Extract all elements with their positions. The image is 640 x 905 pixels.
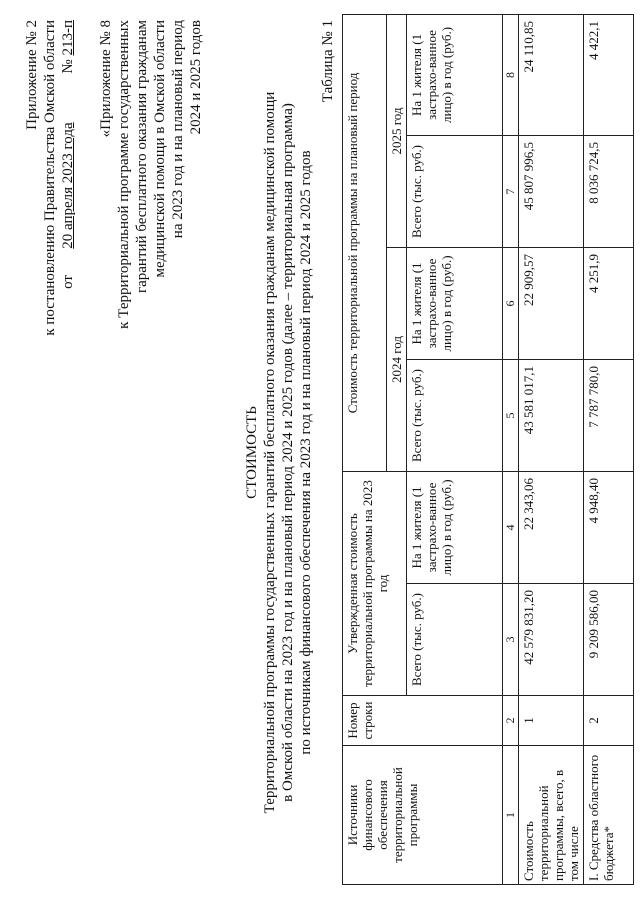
row-source-name: I. Средства областного бюджета* <box>584 746 634 885</box>
header-total-2023: Всего (тыс. руб.) <box>407 584 503 696</box>
header-per-capita-2025: На 1 жителя (1 застрахо-ванное лицо) в год (руб.) <box>407 14 503 135</box>
header-per-capita-2024: На 1 жителя (1 застрахо-ванное лицо) в год (руб.) <box>407 247 503 359</box>
sub-header-line: «Приложение № 8 <box>98 20 114 138</box>
header-approved-cost: Утвержденная стоимость территориальной программы на 2023 год <box>343 471 407 695</box>
table-row <box>584 14 634 884</box>
header-total-2025: Всего (тыс. руб.) <box>407 135 503 247</box>
cell-2023-per-capita: 4 948,40 <box>584 471 634 583</box>
column-index: 4 <box>503 471 519 583</box>
cell-2024-per-capita: 22 909,57 <box>519 247 584 359</box>
cell-2025-total: 8 036 724,5 <box>584 135 634 247</box>
row-number: 1 <box>519 696 584 746</box>
column-index: 2 <box>503 696 519 746</box>
sub-header-line: к Территориальной программе государственных <box>116 20 132 329</box>
row-source-name: Стоимость территориальной программы, всего, в том числе <box>519 746 584 885</box>
table-row <box>519 14 584 884</box>
cell-2023-total: 9 209 586,00 <box>584 584 634 696</box>
cell-2024-total: 43 581 017,1 <box>519 359 584 471</box>
number-prefix: № <box>60 59 76 74</box>
appendix-number: Приложение № 2 <box>24 20 40 130</box>
header-planned-cost: Стоимость территориальной программы на плановый период <box>343 14 387 471</box>
header-total-2024: Всего (тыс. руб.) <box>407 359 503 471</box>
cell-2023-total: 42 579 831,20 <box>519 584 584 696</box>
table-label: Таблица № 1 <box>320 20 336 103</box>
header-year-2025: 2025 год <box>387 14 407 247</box>
header-per-capita-2023: На 1 жителя (1 застрахо-ванное лицо) в год (руб.) <box>407 471 503 583</box>
column-index: 8 <box>503 14 519 135</box>
column-index: 5 <box>503 359 519 471</box>
document-subtitle-line: Территориальной программы государственных гарантий бесплатного оказания гражданам медицинской помощи <box>262 91 278 814</box>
table-header-row <box>343 14 387 884</box>
cost-table <box>342 14 634 885</box>
document-subtitle-line: в Омской области на 2023 год и на плановый период 2024 и 2025 годов (далее – территориальная программа) <box>280 103 296 802</box>
header-year-2024: 2024 год <box>387 247 407 471</box>
cell-2023-per-capita: 22 343,06 <box>519 471 584 583</box>
header-row-number: Номер строки <box>343 696 503 746</box>
decree-date: 20 апреля 2023 года <box>60 122 76 249</box>
document-title: СТОИМОСТЬ <box>244 406 260 499</box>
header-source: Источники финансового обеспечения территориальной программы <box>343 746 503 885</box>
row-number: 2 <box>584 696 634 746</box>
column-index: 6 <box>503 247 519 359</box>
date-prefix: от <box>60 275 76 289</box>
sub-header-line: медицинской помощи в Омской области <box>152 20 168 278</box>
column-index: 7 <box>503 135 519 247</box>
decree-date-line <box>60 20 77 289</box>
cell-2025-per-capita: 4 422,1 <box>584 14 634 135</box>
column-index: 3 <box>503 584 519 696</box>
sub-header-line: 2024 и 2025 годов <box>188 20 204 135</box>
decree-number: 213-п <box>60 20 76 56</box>
cell-2025-per-capita: 24 110,85 <box>519 14 584 135</box>
sub-header-line: гарантий бесплатного оказания гражданам <box>134 20 150 294</box>
sub-header-line: на 2023 год и на плановый период <box>170 20 186 239</box>
document-subtitle-line: по источникам финансового обеспечения на 2023 год и на плановый период 2024 и 2025 годов <box>298 150 314 755</box>
table-index-row <box>503 14 519 884</box>
column-index: 1 <box>503 746 519 885</box>
cell-2024-per-capita: 4 251,9 <box>584 247 634 359</box>
decree-reference: к постановлению Правительства Омской области <box>42 20 58 336</box>
cell-2025-total: 45 807 996,5 <box>519 135 584 247</box>
cell-2024-total: 7 787 780,0 <box>584 359 634 471</box>
